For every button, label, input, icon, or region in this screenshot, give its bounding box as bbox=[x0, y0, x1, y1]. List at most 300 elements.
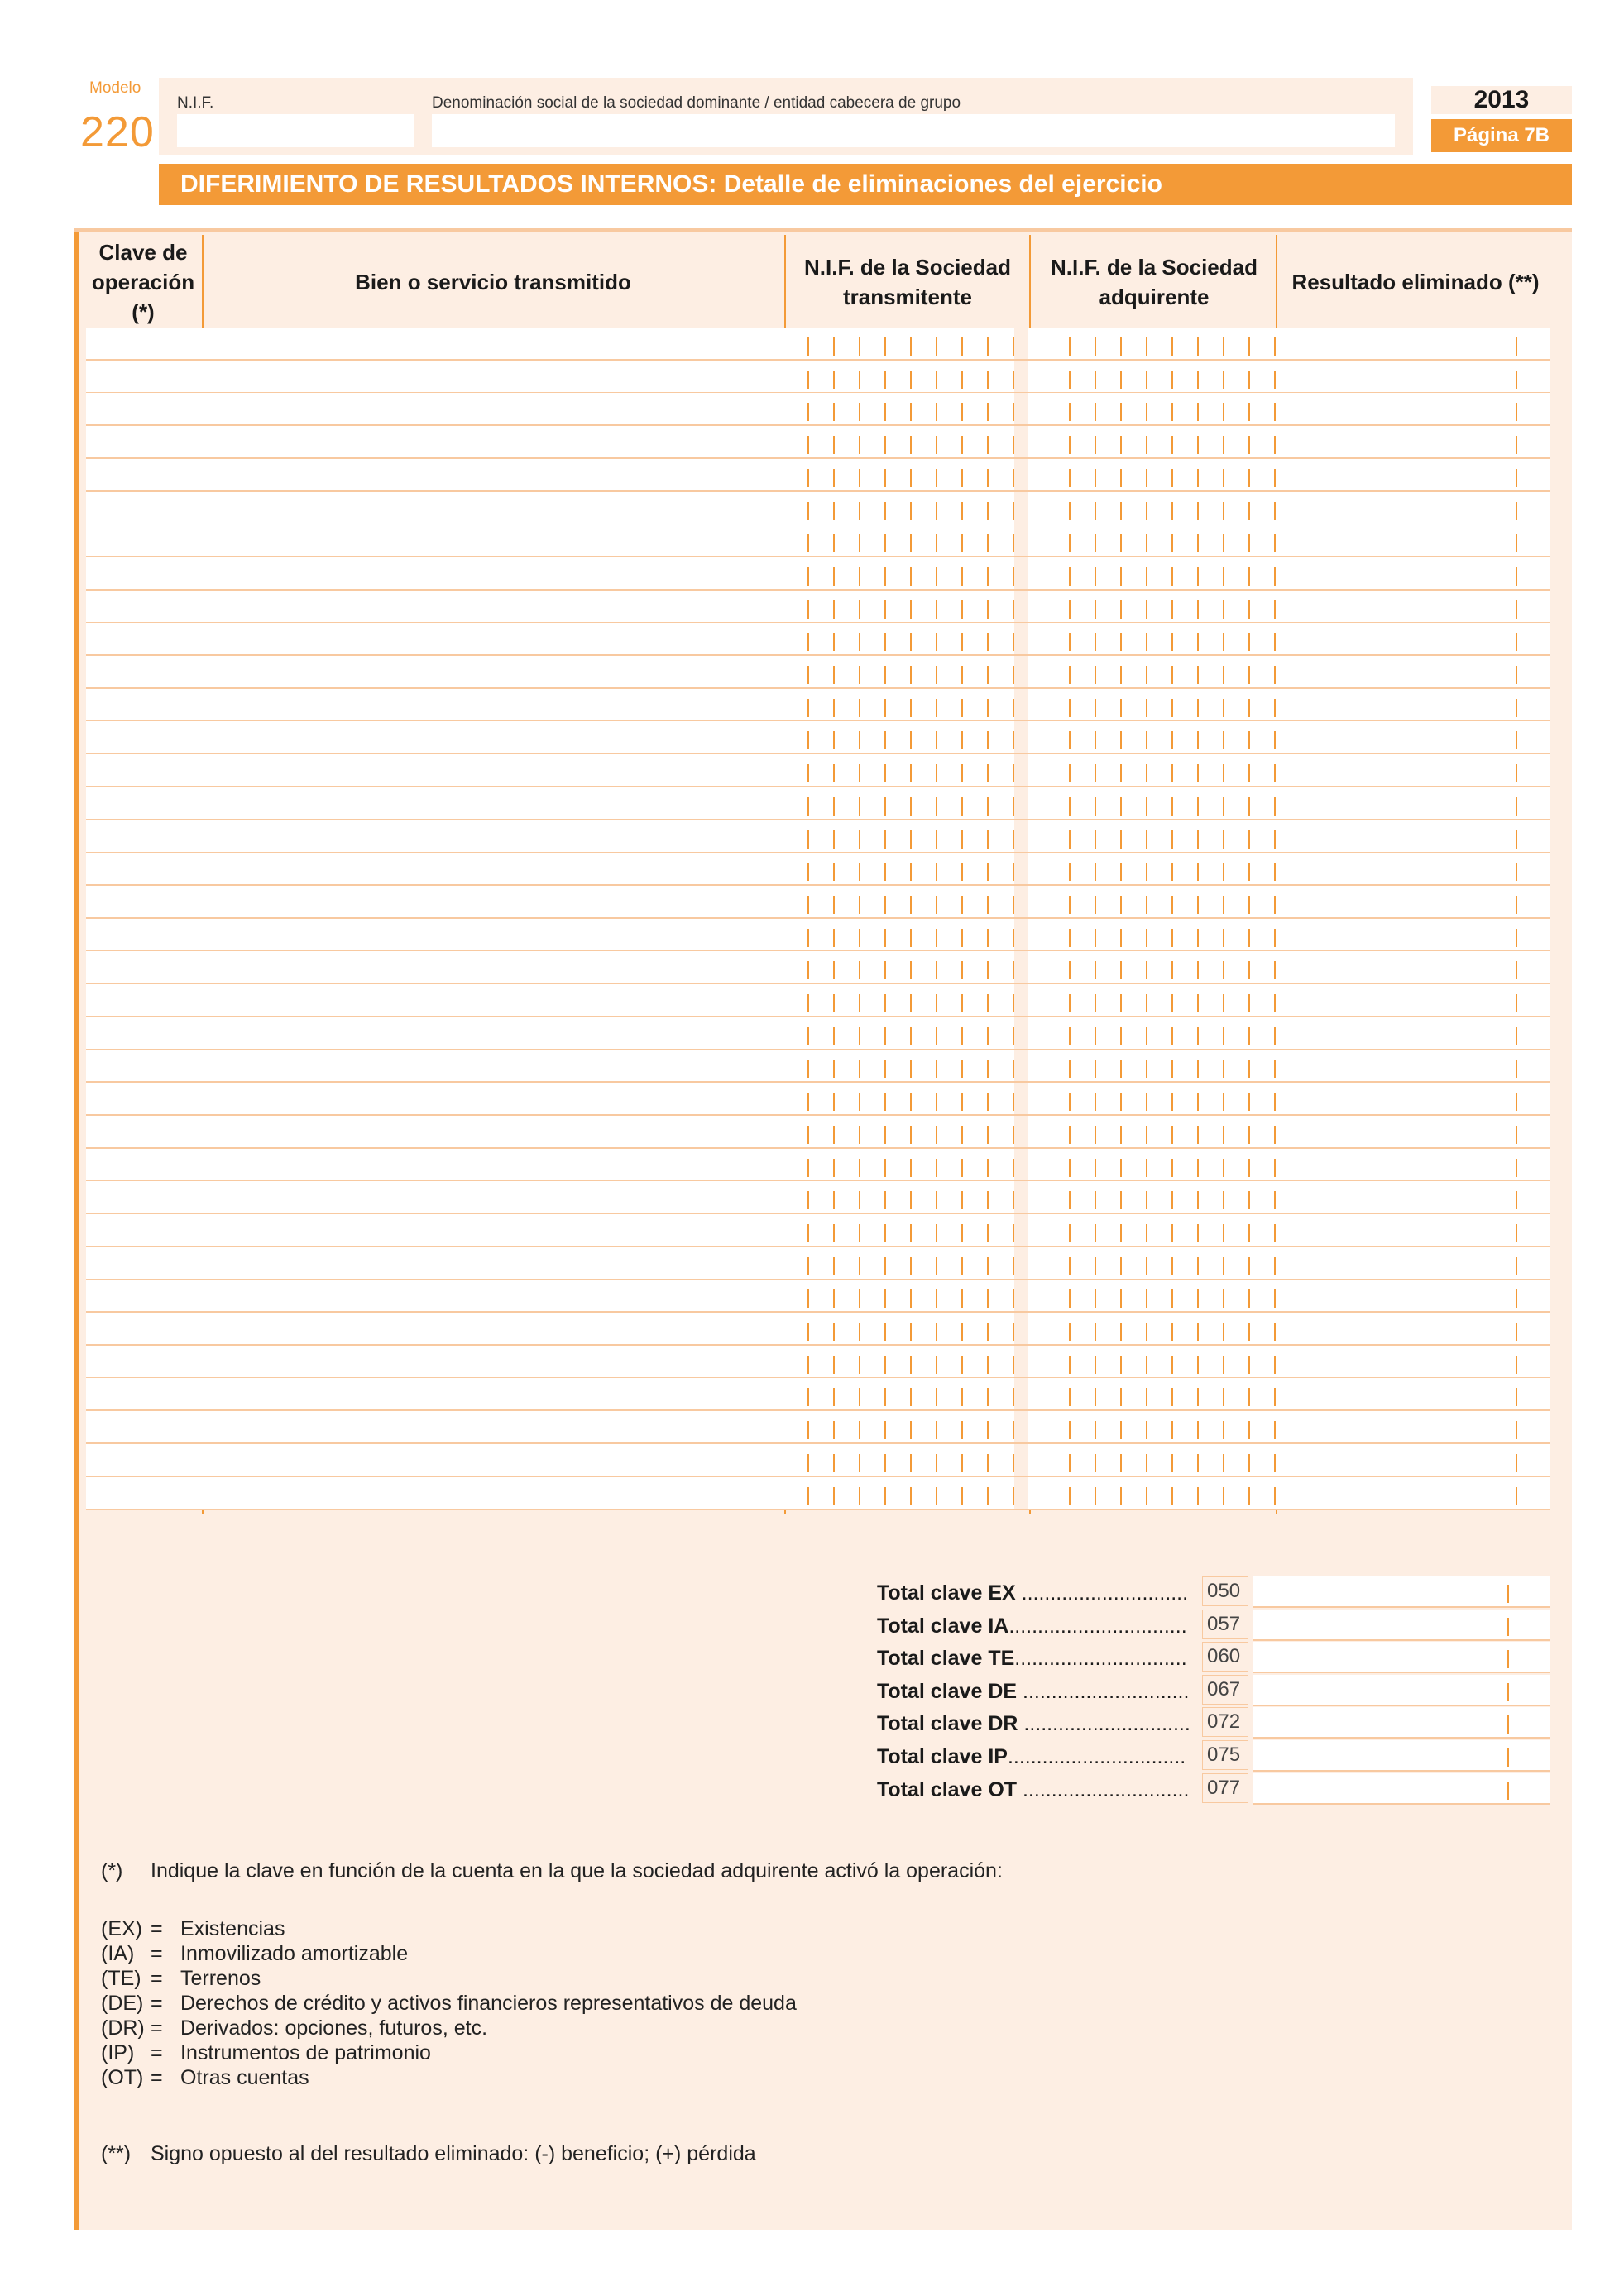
nif-digit-tick bbox=[936, 1421, 937, 1439]
nif-digit-tick bbox=[936, 994, 937, 1012]
nif-digit-tick bbox=[936, 1126, 937, 1144]
row-gutter bbox=[1014, 591, 1028, 622]
table-row[interactable] bbox=[86, 361, 1550, 392]
nif-digit-tick bbox=[1069, 1060, 1071, 1078]
nif-digit-tick bbox=[1274, 797, 1276, 816]
total-box-code: 060 bbox=[1202, 1642, 1248, 1672]
nif-digit-tick bbox=[1274, 1454, 1276, 1472]
total-label bbox=[877, 1680, 1189, 1704]
nif-digit-tick bbox=[807, 896, 809, 914]
total-amount-field[interactable] bbox=[1253, 1576, 1550, 1608]
nif-digit-tick bbox=[1069, 436, 1071, 454]
nif-digit-tick bbox=[884, 896, 886, 914]
nif-digit-tick bbox=[1223, 764, 1224, 782]
nif-digit-tick bbox=[1197, 1159, 1199, 1177]
nif-digit-tick bbox=[1274, 1191, 1276, 1209]
nif-digit-tick bbox=[1120, 666, 1122, 684]
nif-digit-tick bbox=[961, 1257, 963, 1275]
table-row[interactable] bbox=[86, 886, 1550, 917]
nif-digit-tick bbox=[807, 961, 809, 979]
table-row[interactable] bbox=[86, 1181, 1550, 1213]
table-row[interactable] bbox=[86, 754, 1550, 786]
nif-digit-tick bbox=[961, 764, 963, 782]
nif-digit-tick bbox=[1013, 666, 1014, 684]
nif-digit-tick bbox=[1013, 1421, 1014, 1439]
nif-digit-tick bbox=[807, 436, 809, 454]
nif-digit-tick bbox=[884, 1388, 886, 1406]
nif-digit-tick bbox=[833, 534, 835, 552]
total-label-text: Total clave OT bbox=[877, 1778, 1018, 1801]
total-amount-field[interactable] bbox=[1253, 1773, 1550, 1805]
nif-digit-tick bbox=[987, 534, 989, 552]
nif-digit-tick bbox=[859, 1323, 860, 1341]
nif-digit-tick bbox=[884, 961, 886, 979]
nif-digit-tick bbox=[1248, 1159, 1250, 1177]
nif-label: N.I.F. bbox=[177, 94, 214, 112]
total-amount-field[interactable] bbox=[1253, 1675, 1550, 1706]
nif-digit-tick bbox=[1095, 1388, 1096, 1406]
nif-digit-tick bbox=[1120, 1454, 1122, 1472]
nif-digit-tick bbox=[1013, 699, 1014, 717]
table-row[interactable] bbox=[86, 1116, 1550, 1147]
nif-digit-tick bbox=[884, 699, 886, 717]
nif-digit-tick bbox=[1223, 961, 1224, 979]
nif-digit-tick bbox=[884, 863, 886, 881]
nif-digit-tick bbox=[833, 1093, 835, 1111]
nif-digit-tick bbox=[1013, 896, 1014, 914]
nif-digit-tick bbox=[1069, 1487, 1071, 1505]
nif-digit-tick bbox=[807, 1356, 809, 1374]
table-row[interactable] bbox=[86, 1280, 1550, 1311]
nif-digit-tick bbox=[1146, 797, 1147, 816]
decimal-tick bbox=[1516, 1191, 1517, 1209]
nif-digit-tick bbox=[1197, 797, 1199, 816]
nif-digit-tick bbox=[936, 371, 937, 389]
nif-digit-tick bbox=[1197, 371, 1199, 389]
nif-digit-tick bbox=[1223, 1159, 1224, 1177]
nif-digit-tick bbox=[936, 1289, 937, 1308]
nif-digit-tick bbox=[961, 929, 963, 947]
table-row[interactable] bbox=[86, 1083, 1550, 1114]
nif-digit-tick bbox=[910, 469, 912, 487]
nif-digit-tick bbox=[1171, 1388, 1173, 1406]
table-row[interactable] bbox=[86, 1149, 1550, 1180]
decimal-tick bbox=[1516, 961, 1517, 979]
nif-digit-tick bbox=[1171, 1257, 1173, 1275]
nif-digit-tick bbox=[1223, 830, 1224, 849]
nif-digit-tick bbox=[1171, 896, 1173, 914]
table-row[interactable] bbox=[86, 1378, 1550, 1409]
nif-digit-tick bbox=[1274, 469, 1276, 487]
nif-digit-tick bbox=[1013, 764, 1014, 782]
nif-digit-tick bbox=[807, 1224, 809, 1242]
table-row[interactable] bbox=[86, 721, 1550, 753]
nif-digit-tick bbox=[1146, 633, 1147, 651]
nif-digit-tick bbox=[1223, 1356, 1224, 1374]
nif-digit-tick bbox=[1120, 1060, 1122, 1078]
total-label bbox=[877, 1581, 1188, 1605]
nif-digit-tick bbox=[936, 1356, 937, 1374]
nif-digit-tick bbox=[1013, 1060, 1014, 1078]
nif-digit-tick bbox=[1248, 1356, 1250, 1374]
nif-digit-tick bbox=[859, 929, 860, 947]
row-gutter bbox=[1014, 1050, 1028, 1081]
nif-digit-tick bbox=[936, 1224, 937, 1242]
nif-digit-tick bbox=[961, 469, 963, 487]
nif-digit-tick bbox=[1069, 633, 1071, 651]
nif-digit-tick bbox=[1248, 502, 1250, 520]
nif-digit-tick bbox=[1120, 1487, 1122, 1505]
key-code: (OT) bbox=[101, 2066, 144, 2089]
nif-digit-tick bbox=[910, 699, 912, 717]
nif-digit-tick bbox=[884, 1060, 886, 1078]
nif-digit-tick bbox=[833, 502, 835, 520]
nif-digit-tick bbox=[910, 1421, 912, 1439]
nif-digit-tick bbox=[1197, 994, 1199, 1012]
total-amount-field[interactable] bbox=[1253, 1642, 1550, 1673]
nif-digit-tick bbox=[1171, 337, 1173, 356]
table-row[interactable] bbox=[86, 393, 1550, 424]
nif-digit-tick bbox=[859, 1454, 860, 1472]
nif-digit-tick bbox=[987, 961, 989, 979]
nif-digit-tick bbox=[961, 567, 963, 586]
nif-digit-tick bbox=[987, 666, 989, 684]
key-equals: = bbox=[151, 1992, 163, 2015]
table-row[interactable] bbox=[86, 623, 1550, 654]
nif-digit-tick bbox=[1013, 534, 1014, 552]
row-gutter bbox=[1014, 1116, 1028, 1147]
nif-digit-tick bbox=[1171, 1126, 1173, 1144]
nif-digit-tick bbox=[807, 567, 809, 586]
table-row[interactable] bbox=[86, 492, 1550, 524]
nif-digit-tick bbox=[1013, 1093, 1014, 1111]
nif-digit-tick bbox=[1197, 1257, 1199, 1275]
table-row[interactable] bbox=[86, 1477, 1550, 1509]
nif-digit-tick bbox=[1146, 1027, 1147, 1045]
nif-digit-tick bbox=[936, 534, 937, 552]
table-row[interactable] bbox=[86, 853, 1550, 884]
nif-digit-tick bbox=[961, 600, 963, 619]
nif-digit-tick bbox=[1069, 469, 1071, 487]
nif-digit-tick bbox=[1120, 731, 1122, 749]
decimal-tick bbox=[1516, 1093, 1517, 1111]
nif-digit-tick bbox=[961, 1093, 963, 1111]
nif-digit-tick bbox=[833, 1191, 835, 1209]
nif-digit-tick bbox=[1171, 502, 1173, 520]
nif-digit-tick bbox=[1120, 1257, 1122, 1275]
nif-digit-tick bbox=[1120, 567, 1122, 586]
nif-digit-tick bbox=[884, 567, 886, 586]
decimal-tick bbox=[1507, 1585, 1509, 1603]
key-code: (IP) bbox=[101, 2041, 135, 2064]
nif-digit-tick bbox=[807, 994, 809, 1012]
nif-digit-tick bbox=[1120, 436, 1122, 454]
nif-digit-tick bbox=[1069, 1093, 1071, 1111]
nif-digit-tick bbox=[910, 403, 912, 421]
nif-digit-tick bbox=[833, 633, 835, 651]
nif-digit-tick bbox=[1069, 502, 1071, 520]
nif-digit-tick bbox=[884, 1093, 886, 1111]
nif-digit-tick bbox=[807, 1060, 809, 1078]
decimal-tick bbox=[1516, 1388, 1517, 1406]
nif-digit-tick bbox=[884, 797, 886, 816]
nif-digit-tick bbox=[1069, 337, 1071, 356]
table-row[interactable] bbox=[86, 984, 1550, 1016]
nif-digit-tick bbox=[910, 1191, 912, 1209]
total-label-text: Total clave TE bbox=[877, 1647, 1015, 1670]
nif-digit-tick bbox=[807, 699, 809, 717]
nif-digit-tick bbox=[884, 1027, 886, 1045]
nif-digit-tick bbox=[961, 633, 963, 651]
nif-digit-tick bbox=[1171, 666, 1173, 684]
table-row[interactable] bbox=[86, 459, 1550, 490]
nif-digit-tick bbox=[1013, 567, 1014, 586]
decimal-tick bbox=[1516, 567, 1517, 586]
nif-digit-tick bbox=[833, 1224, 835, 1242]
nif-digit-tick bbox=[1069, 567, 1071, 586]
nif-digit-tick bbox=[1248, 1191, 1250, 1209]
nif-digit-tick bbox=[859, 896, 860, 914]
column-header-nif-transmitente: N.I.F. de la Sociedad transmitente bbox=[804, 255, 1011, 309]
table-row[interactable] bbox=[86, 951, 1550, 983]
nif-digit-tick bbox=[987, 1388, 989, 1406]
nif-digit-tick bbox=[961, 1289, 963, 1308]
nif-digit-tick bbox=[1069, 1289, 1071, 1308]
total-label bbox=[877, 1647, 1187, 1671]
nif-digit-tick bbox=[987, 1027, 989, 1045]
nif-digit-tick bbox=[833, 1126, 835, 1144]
total-leader-dots: ............................... bbox=[1008, 1614, 1187, 1638]
nif-digit-tick bbox=[884, 764, 886, 782]
nif-digit-tick bbox=[1274, 371, 1276, 389]
nif-digit-tick bbox=[961, 1421, 963, 1439]
denominacion-field[interactable] bbox=[432, 114, 1395, 147]
nif-digit-tick bbox=[1013, 1224, 1014, 1242]
row-gutter bbox=[1014, 1149, 1028, 1180]
total-leader-dots: ............................. bbox=[1018, 1712, 1190, 1735]
row-gutter bbox=[1014, 328, 1028, 359]
row-gutter bbox=[1014, 1313, 1028, 1344]
table-row[interactable] bbox=[86, 656, 1550, 687]
nif-digit-tick bbox=[936, 337, 937, 356]
nif-digit-tick bbox=[1248, 1323, 1250, 1341]
nif-digit-tick bbox=[1171, 764, 1173, 782]
total-box-code: 072 bbox=[1202, 1707, 1248, 1737]
decimal-tick bbox=[1516, 1454, 1517, 1472]
nif-digit-tick bbox=[1197, 567, 1199, 586]
table-row[interactable] bbox=[86, 919, 1550, 950]
nif-digit-tick bbox=[833, 1487, 835, 1505]
nif-digit-tick bbox=[1197, 1487, 1199, 1505]
nif-digit-tick bbox=[884, 502, 886, 520]
nif-digit-tick bbox=[1146, 1356, 1147, 1374]
nif-digit-tick bbox=[1095, 534, 1096, 552]
nif-digit-tick bbox=[1197, 863, 1199, 881]
note-star-text: Indique la clave en función de la cuenta en la que la sociedad adquirente activó la operación: bbox=[151, 1859, 1003, 1882]
decimal-tick bbox=[1516, 863, 1517, 881]
table-row[interactable] bbox=[86, 1346, 1550, 1377]
decimal-tick bbox=[1507, 1683, 1509, 1701]
nif-digit-tick bbox=[1146, 1388, 1147, 1406]
nif-digit-tick bbox=[1248, 797, 1250, 816]
nif-digit-tick bbox=[910, 567, 912, 586]
nif-digit-tick bbox=[1095, 1126, 1096, 1144]
nif-digit-tick bbox=[1248, 1487, 1250, 1505]
total-amount-field[interactable] bbox=[1253, 1610, 1550, 1641]
table-row[interactable] bbox=[86, 1313, 1550, 1344]
nif-field[interactable] bbox=[177, 114, 414, 147]
nif-digit-tick bbox=[1013, 1027, 1014, 1045]
nif-digit-tick bbox=[1197, 600, 1199, 619]
decimal-tick bbox=[1516, 1257, 1517, 1275]
nif-digit-tick bbox=[1274, 896, 1276, 914]
nif-digit-tick bbox=[1274, 1027, 1276, 1045]
nif-digit-tick bbox=[859, 502, 860, 520]
nif-digit-tick bbox=[1197, 1224, 1199, 1242]
nif-digit-tick bbox=[1223, 863, 1224, 881]
nif-digit-tick bbox=[961, 403, 963, 421]
nif-digit-tick bbox=[1146, 1257, 1147, 1275]
table-row[interactable] bbox=[86, 1247, 1550, 1279]
nif-digit-tick bbox=[1171, 1323, 1173, 1341]
nif-digit-tick bbox=[1274, 1224, 1276, 1242]
nif-digit-tick bbox=[1274, 830, 1276, 849]
nif-digit-tick bbox=[936, 600, 937, 619]
nif-digit-tick bbox=[1223, 567, 1224, 586]
table-row[interactable] bbox=[86, 1411, 1550, 1442]
note-star-mark: (*) bbox=[101, 1859, 123, 1882]
nif-digit-tick bbox=[1171, 1421, 1173, 1439]
nif-digit-tick bbox=[833, 731, 835, 749]
key-code: (DR) bbox=[101, 2016, 145, 2040]
nif-digit-tick bbox=[910, 1027, 912, 1045]
row-gutter bbox=[1014, 1280, 1028, 1311]
nif-digit-tick bbox=[859, 961, 860, 979]
table-row[interactable] bbox=[86, 1017, 1550, 1049]
nif-digit-tick bbox=[1013, 1323, 1014, 1341]
nif-digit-tick bbox=[1197, 1454, 1199, 1472]
nif-digit-tick bbox=[1197, 436, 1199, 454]
table-row[interactable] bbox=[86, 328, 1550, 359]
nif-digit-tick bbox=[1120, 994, 1122, 1012]
nif-digit-tick bbox=[910, 1257, 912, 1275]
nif-digit-tick bbox=[987, 567, 989, 586]
total-amount-field[interactable] bbox=[1253, 1707, 1550, 1739]
nif-digit-tick bbox=[1248, 1224, 1250, 1242]
nif-digit-tick bbox=[910, 994, 912, 1012]
nif-digit-tick bbox=[1146, 534, 1147, 552]
nif-digit-tick bbox=[1171, 1159, 1173, 1177]
nif-digit-tick bbox=[859, 567, 860, 586]
table-row[interactable] bbox=[86, 426, 1550, 457]
nif-digit-tick bbox=[1248, 1289, 1250, 1308]
nif-digit-tick bbox=[910, 600, 912, 619]
nif-digit-tick bbox=[987, 797, 989, 816]
nif-digit-tick bbox=[1171, 600, 1173, 619]
key-code: (IA) bbox=[101, 1942, 135, 1965]
nif-digit-tick bbox=[859, 403, 860, 421]
nif-digit-tick bbox=[987, 1191, 989, 1209]
nif-digit-tick bbox=[1095, 436, 1096, 454]
nif-digit-tick bbox=[807, 863, 809, 881]
nif-digit-tick bbox=[1274, 567, 1276, 586]
nif-digit-tick bbox=[936, 830, 937, 849]
table-row[interactable] bbox=[86, 1214, 1550, 1246]
nif-digit-tick bbox=[1223, 502, 1224, 520]
nif-digit-tick bbox=[987, 764, 989, 782]
nif-digit-tick bbox=[910, 1093, 912, 1111]
nif-digit-tick bbox=[1197, 1027, 1199, 1045]
nif-digit-tick bbox=[987, 1454, 989, 1472]
nif-digit-tick bbox=[1069, 1159, 1071, 1177]
nif-digit-tick bbox=[961, 534, 963, 552]
nif-digit-tick bbox=[961, 1356, 963, 1374]
nif-digit-tick bbox=[884, 534, 886, 552]
nif-digit-tick bbox=[1146, 1289, 1147, 1308]
nif-digit-tick bbox=[859, 731, 860, 749]
table-row[interactable] bbox=[86, 820, 1550, 852]
nif-digit-tick bbox=[1069, 666, 1071, 684]
table-row[interactable] bbox=[86, 787, 1550, 819]
table-row[interactable] bbox=[86, 689, 1550, 720]
nif-digit-tick bbox=[859, 633, 860, 651]
nif-digit-tick bbox=[1095, 994, 1096, 1012]
nif-digit-tick bbox=[807, 403, 809, 421]
nif-digit-tick bbox=[936, 666, 937, 684]
nif-digit-tick bbox=[1069, 1126, 1071, 1144]
nif-digit-tick bbox=[884, 1356, 886, 1374]
nif-digit-tick bbox=[1069, 863, 1071, 881]
nif-digit-tick bbox=[936, 764, 937, 782]
nif-digit-tick bbox=[1013, 994, 1014, 1012]
table-row[interactable] bbox=[86, 1050, 1550, 1081]
note-dstar-text: Signo opuesto al del resultado eliminado: (-) beneficio; (+) pérdida bbox=[151, 2142, 756, 2165]
nif-digit-tick bbox=[1120, 764, 1122, 782]
nif-digit-tick bbox=[1095, 1454, 1096, 1472]
decimal-tick bbox=[1507, 1715, 1509, 1734]
nif-digit-tick bbox=[1120, 1191, 1122, 1209]
nif-digit-tick bbox=[1013, 337, 1014, 356]
table-row[interactable] bbox=[86, 557, 1550, 589]
nif-digit-tick bbox=[1274, 1060, 1276, 1078]
nif-digit-tick bbox=[1013, 1191, 1014, 1209]
nif-digit-tick bbox=[807, 1126, 809, 1144]
nif-digit-tick bbox=[987, 1289, 989, 1308]
table-row[interactable] bbox=[86, 591, 1550, 622]
decimal-tick bbox=[1516, 666, 1517, 684]
table-row[interactable] bbox=[86, 1444, 1550, 1476]
row-gutter bbox=[1014, 787, 1028, 819]
nif-digit-tick bbox=[1146, 1224, 1147, 1242]
total-box-code: 075 bbox=[1202, 1740, 1248, 1770]
nif-digit-tick bbox=[859, 1356, 860, 1374]
nif-digit-tick bbox=[884, 731, 886, 749]
nif-digit-tick bbox=[1171, 469, 1173, 487]
nif-digit-tick bbox=[1171, 863, 1173, 881]
column-header-nif-adquirente: N.I.F. de la Sociedad adquirente bbox=[1051, 255, 1258, 309]
nif-digit-tick bbox=[1171, 371, 1173, 389]
row-gutter bbox=[1014, 1214, 1028, 1246]
nif-digit-tick bbox=[859, 699, 860, 717]
nif-digit-tick bbox=[1120, 1126, 1122, 1144]
total-amount-field[interactable] bbox=[1253, 1740, 1550, 1772]
nif-digit-tick bbox=[1248, 699, 1250, 717]
nif-digit-tick bbox=[1171, 567, 1173, 586]
nif-digit-tick bbox=[1069, 1191, 1071, 1209]
table-row[interactable] bbox=[86, 524, 1550, 556]
nif-digit-tick bbox=[1223, 1388, 1224, 1406]
nif-digit-tick bbox=[910, 1060, 912, 1078]
